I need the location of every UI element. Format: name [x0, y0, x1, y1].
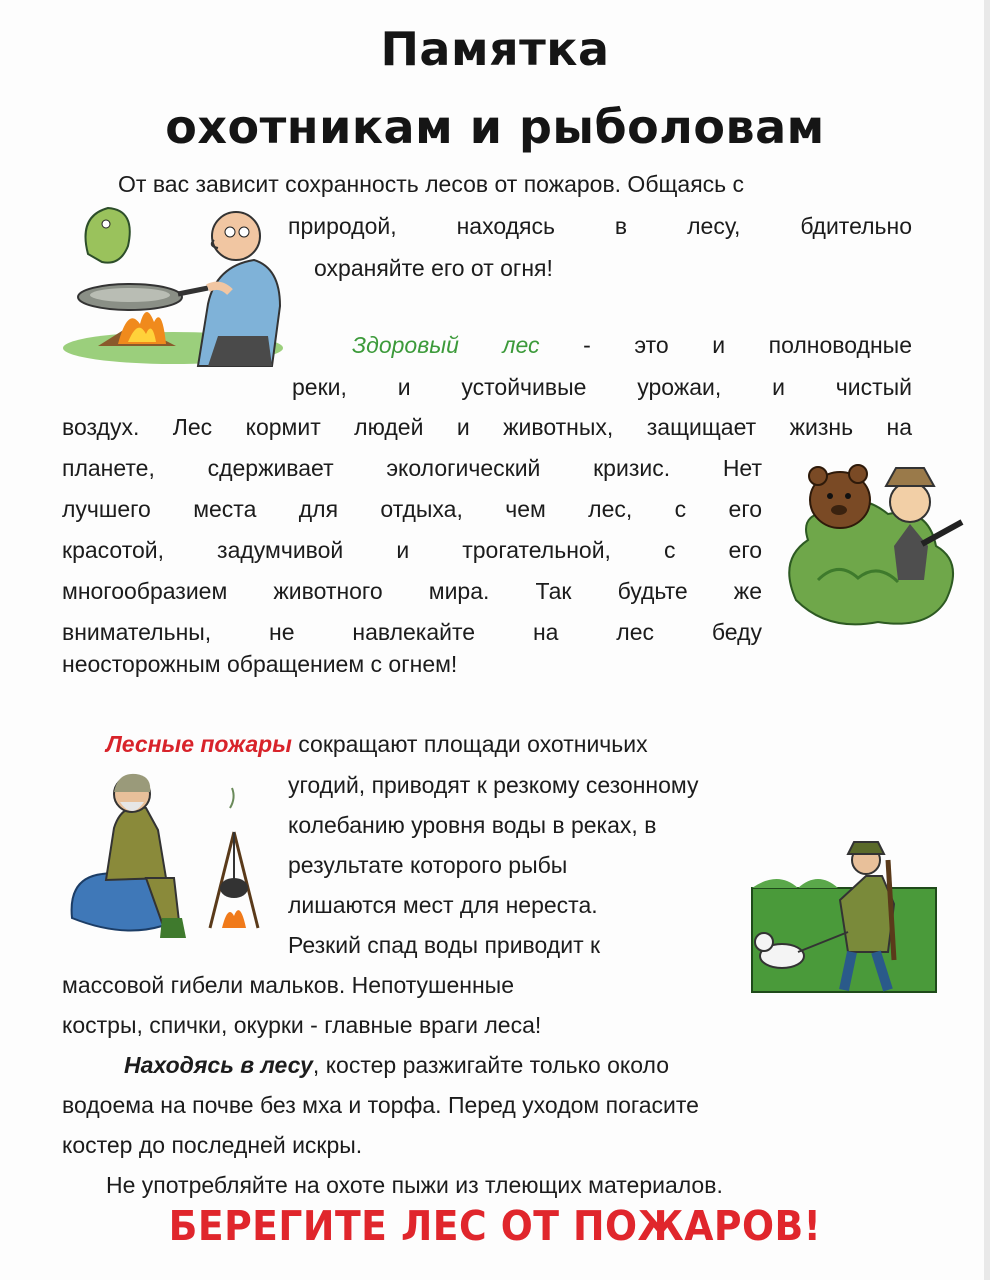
forest-fires-highlight: Лесные пожары: [106, 731, 292, 757]
fires-line-rest: сокращают площади охотничьих: [291, 731, 648, 757]
in-forest-highlight: Находясь в лесу: [124, 1052, 313, 1078]
forest-line: неосторожным обращением с огнем!: [62, 651, 458, 677]
campfire-line: [124, 1051, 669, 1079]
fisherman-frying-fish-illustration: [58, 196, 290, 374]
fires-line: костры, спички, окурки - главные враги леса!: [62, 1012, 542, 1038]
bear-and-hunter-illustration: [778, 450, 964, 634]
fires-line: угодий, приводят к резкому сезонному: [288, 772, 699, 798]
intro-line: природой, находясь в лесу, бдительно: [288, 213, 912, 239]
fires-line: [106, 730, 648, 758]
intro-line: От вас зависит сохранность лесов от пожаров. Общаясь с: [118, 171, 745, 197]
healthy-forest-highlight: Здоровый лес: [352, 332, 540, 358]
forest-line-rest: - это и полноводные: [539, 332, 912, 358]
fires-line: Резкий спад воды приводит к: [288, 932, 601, 958]
fires-line: лишаются мест для нереста.: [288, 892, 598, 918]
forest-line: многообразием животного мира. Так будьте же: [62, 578, 762, 604]
forest-line: внимательны, не навлекайте на лес беду: [62, 619, 762, 645]
forest-line: реки, и устойчивые урожаи, и чистый: [292, 374, 912, 400]
forest-line: лучшего места для отдыха, чем лес, с его: [62, 496, 762, 522]
seated-fisherman-campfire-illustration: [62, 768, 282, 944]
fires-line: результате которого рыбы: [288, 852, 568, 878]
intro-line: охраняйте его от огня!: [314, 255, 553, 281]
hunter-with-dog-illustration: [748, 840, 940, 996]
fires-line: массовой гибели мальков. Непотушенные: [62, 972, 515, 998]
fires-line: колебанию уровня воды в реках, в: [288, 812, 657, 838]
campfire-line: водоема на почве без мха и торфа. Перед уходом погасите: [62, 1092, 699, 1118]
page-edge: [984, 0, 990, 1280]
page-title: Памятка: [380, 22, 610, 76]
footer-slogan: БЕРЕГИТЕ ЛЕС ОТ ПОЖАРОВ!: [168, 1202, 822, 1250]
forest-line: планете, сдерживает экологический кризис. Нет: [62, 455, 762, 481]
forest-line: [352, 331, 912, 359]
campfire-line-rest: , костер разжигайте только около: [312, 1052, 669, 1078]
forest-line: воздух. Лес кормит людей и животных, защищает жизнь на: [62, 414, 912, 440]
forest-line: красотой, задумчивой и трогательной, с его: [62, 537, 762, 563]
wads-warning: Не употребляйте на охоте пыжи из тлеющих материалов.: [106, 1172, 723, 1198]
page-subtitle: охотникам и рыболовам: [165, 100, 825, 154]
campfire-line: костер до последней искры.: [62, 1132, 363, 1158]
